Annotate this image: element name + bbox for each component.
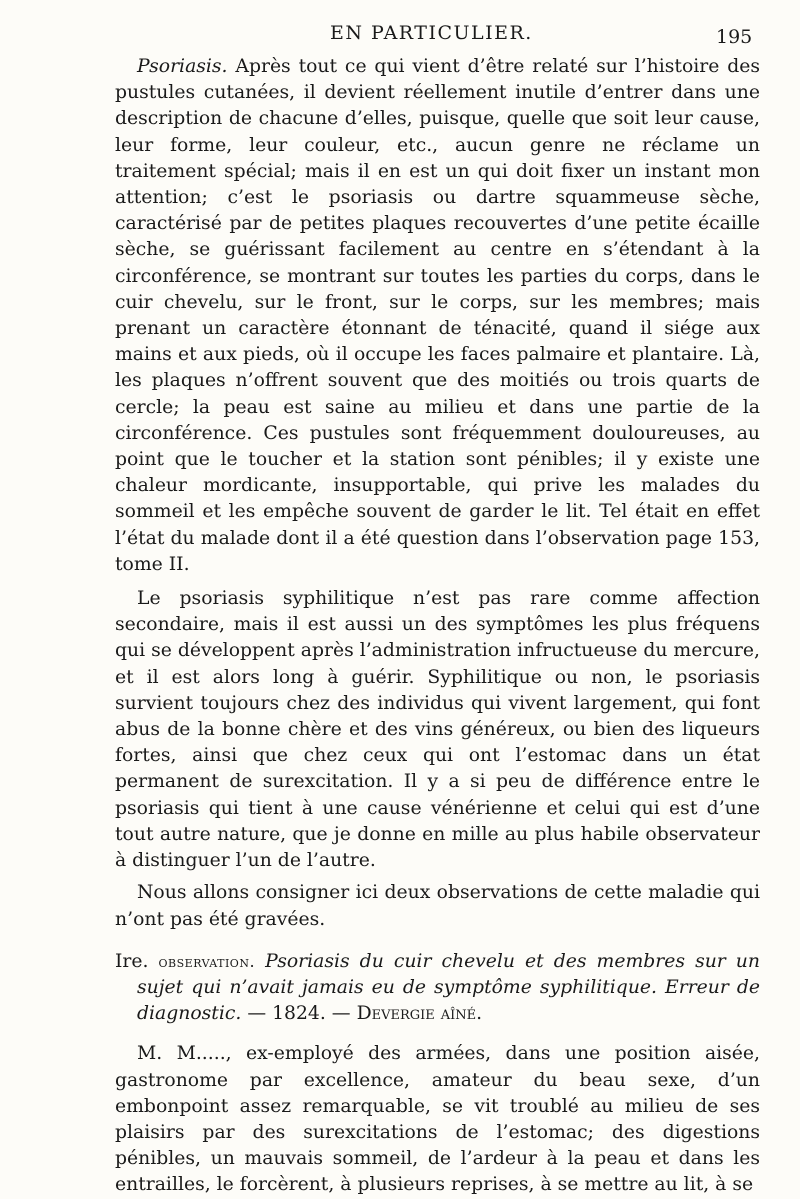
observations-intro-paragraph: Nous allons consigner ici deux observations de cette maladie qui n’ont pas été gravées. (115, 882, 760, 930)
case-paragraph: M. M....., ex-employé des armées, dans une position aisée, gastronome par excellence, amateur du beau sexe, d’un embonpoint assez remarquable, se vit troublé au milieu de ses plaisirs par des surexcitations de l’estomac; des digestions pénibles, un mauvais sommeil, de l’ardeur à la peau et dans les entrailles, le forcèrent, à plusieurs reprises, à se mettre au lit, à se (115, 1043, 760, 1196)
syphilitic-paragraph: Le psoriasis syphilitique n’est pas rare comme affection secondaire, mais il est aussi un des symptômes les plus fréquens qui se développent après l’administration infructueuse du mercure, et il est alors long à guérir. Syphilitique ou non, le psoriasis survient toujours chez des individus qui vivent largement, qui font abus de la bonne chère et des vins généreux, ou bien des liqueurs fortes, ainsi que chez ceux qui ont l’estomac dans un état permanent de surexcitation. Il y a si peu de différence entre le psoriasis qui tient à une cause vénérienne et celui qui est d’une tout autre nature, que je donne en mille au plus habile observateur à distinguer l’un de l’autre. (115, 588, 760, 872)
observation-label: observation. (158, 951, 256, 971)
page-number: 195 (716, 26, 753, 48)
observation-title: Psoriasis du cuir chevelu et des membres sur un sujet qui n’avait jamais eu de symptôme syphilitique. Erreur de diagnostic. (137, 950, 760, 1025)
observation-year: — 1824. — (241, 1003, 357, 1025)
paragraph-1-text: Après tout ce qui vient d’être relaté sur l’histoire des pustules cutanées, il devient réellement inutile d’entrer dans une description de chacune d’elles, puisque, quelle que soit leur cause, leur forme, leur couleur, etc., aucun genre ne réclame un traitement spécial; mais il en est un qui doit fixer un instant mon attention; c’est le psoriasis ou dartre squammeuse sèche, caractérisé par de petites plaques recouvertes d’une petite écaille sèche, se guérissant facilement au centre en s’étendant à la circonférence, se montrant sur toutes les parties du corps, dans le cuir chevelu, sur le front, sur le corps, sur les membres; mais prenant un caractère étonnant de ténacité, quand il siége aux mains et aux pieds, où il occupe les faces palmaire et plantaire. Là, les plaques n’offrent souvent que des moitiés ou trois quarts de cercle; la peau est saine au milieu et dans une partie de la circonférence. Ces pustules sont fréquemment douloureuses, au point que le toucher et la station sont pénibles; il y existe une chaleur mordicante, insupportable, qui prive les malades du sommeil et les empêche souvent de garder le lit. Tel était en effet l’état du malade dont il a été question dans l’observation page 153, tome II. (115, 56, 760, 575)
psoriasis-paragraph (115, 54, 760, 578)
observation-heading (115, 949, 760, 1028)
body-text (115, 54, 760, 1199)
running-title: EN PARTICULIER. (330, 22, 533, 44)
observation-number: Ire. (115, 950, 149, 972)
lead-term: Psoriasis. (137, 56, 228, 77)
observation-author: Devergie aîné. (356, 1003, 483, 1025)
page-header (0, 22, 800, 52)
